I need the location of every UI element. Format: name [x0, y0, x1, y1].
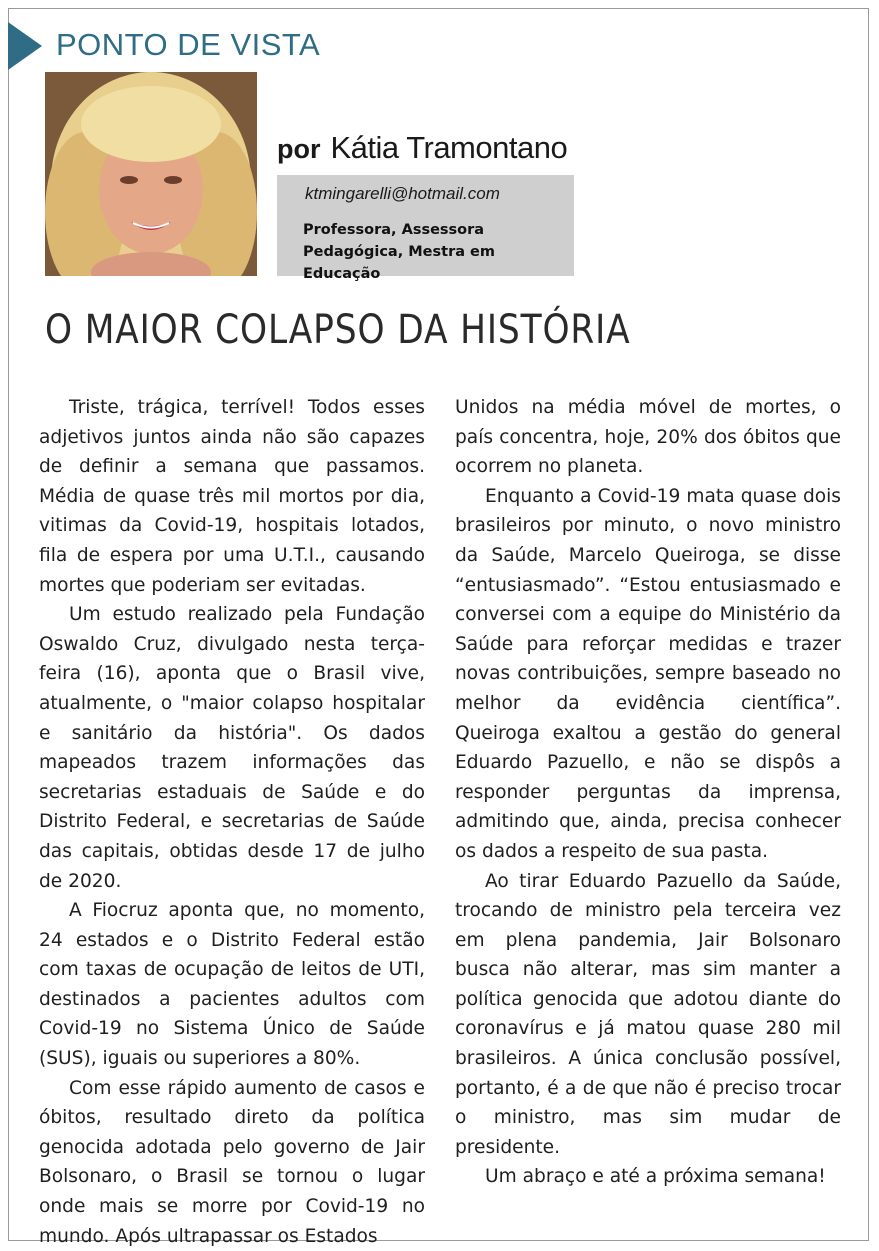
article-column-right	[455, 393, 841, 1192]
section-title: PONTO DE VISTA	[56, 27, 321, 62]
author-bio-line-1: Professora, Assessora	[303, 222, 485, 238]
article-paragraph: Com esse rápido aumento de casos e óbitos, resultado direto da política genocida adotada pelo governo de Jair Bolsonaro, o Brasil se tornou o lugar onde mais se morre por Covid-19 no mundo. Após ultrapassar os Estados	[39, 1077, 425, 1247]
author-bio	[303, 219, 573, 285]
author-email[interactable]: ktmingarelli@hotmail.com	[305, 184, 500, 203]
article-paragraph: Enquanto a Covid-19 mata quase dois brasileiros por minuto, o novo ministro da Saúde, Marcelo Queiroga, se disse “entusiasmado”. “Estou entusiasmado e conversei com a equipe do Ministério da Saúde para reforçar medidas e trazer novas contribuições, sempre baseado no melhor da evidência científica”. Queiroga exaltou a gestão do general Eduardo Pazuello, e não se dispôs a responder perguntas da imprensa, admitindo que, ainda, precisa conhecer os dados a respeito de sua pasta.	[455, 485, 841, 862]
article-paragraph: Ao tirar Eduardo Pazuello da Saúde, trocando de ministro pela terceira vez em plena pandemia, Jair Bolsonaro busca não alterar, mas sim manter a política genocida que adotou diante do coronavírus e já matou quase 280 mil brasileiros. A única conclusão possível, portanto, é a de que não é preciso trocar o ministro, mas sim mudar de presidente.	[455, 870, 841, 1158]
author-photo	[45, 72, 257, 276]
author-name: Kátia Tramontano	[330, 130, 568, 165]
author-bio-line-2: Pedagógica, Mestra em Educação	[303, 244, 496, 282]
article-paragraph: Um abraço e até a próxima semana!	[485, 1166, 826, 1188]
article-headline: O MAIOR COLAPSO DA HISTÓRIA	[45, 307, 631, 353]
author-prefix: por	[277, 134, 321, 164]
author-info-box	[277, 175, 574, 282]
article-column-left	[39, 393, 425, 1251]
section-arrow-icon	[8, 22, 42, 70]
article-paragraph: Um estudo realizado pela Fundação Oswaldo Cruz, divulgado nesta terça-feira (16), aponta que o Brasil vive, atualmente, o "maior colapso hospitalar e sanitário da história". Os dados mapeados trazem informações das secretarias estaduais de Saúde e do Distrito Federal, e secretarias de Saúde das capitais, obtidas desde 17 de julho de 2020.	[39, 604, 425, 892]
article-paragraph: Triste, trágica, terrível! Todos esses adjetivos juntos ainda não são capazes de definir a semana que passamos. Média de quase três mil mortos por dia, vitimas da Covid-19, hospitais lotados, fila de espera por uma U.T.I., causando mortes que poderiam ser evitadas.	[39, 397, 425, 596]
article-paragraph: Unidos na média móvel de mortes, o país concentra, hoje, 20% dos óbitos que ocorrem no planeta.	[455, 397, 841, 478]
article-paragraph: A Fiocruz aponta que, no momento, 24 estados e o Distrito Federal estão com taxas de ocupação de leitos de UTI, destinados a pacientes adultos com Covid-19 no Sistema Único de Saúde (SUS), iguais ou superiores a 80%.	[39, 900, 425, 1070]
author-byline	[277, 128, 567, 174]
